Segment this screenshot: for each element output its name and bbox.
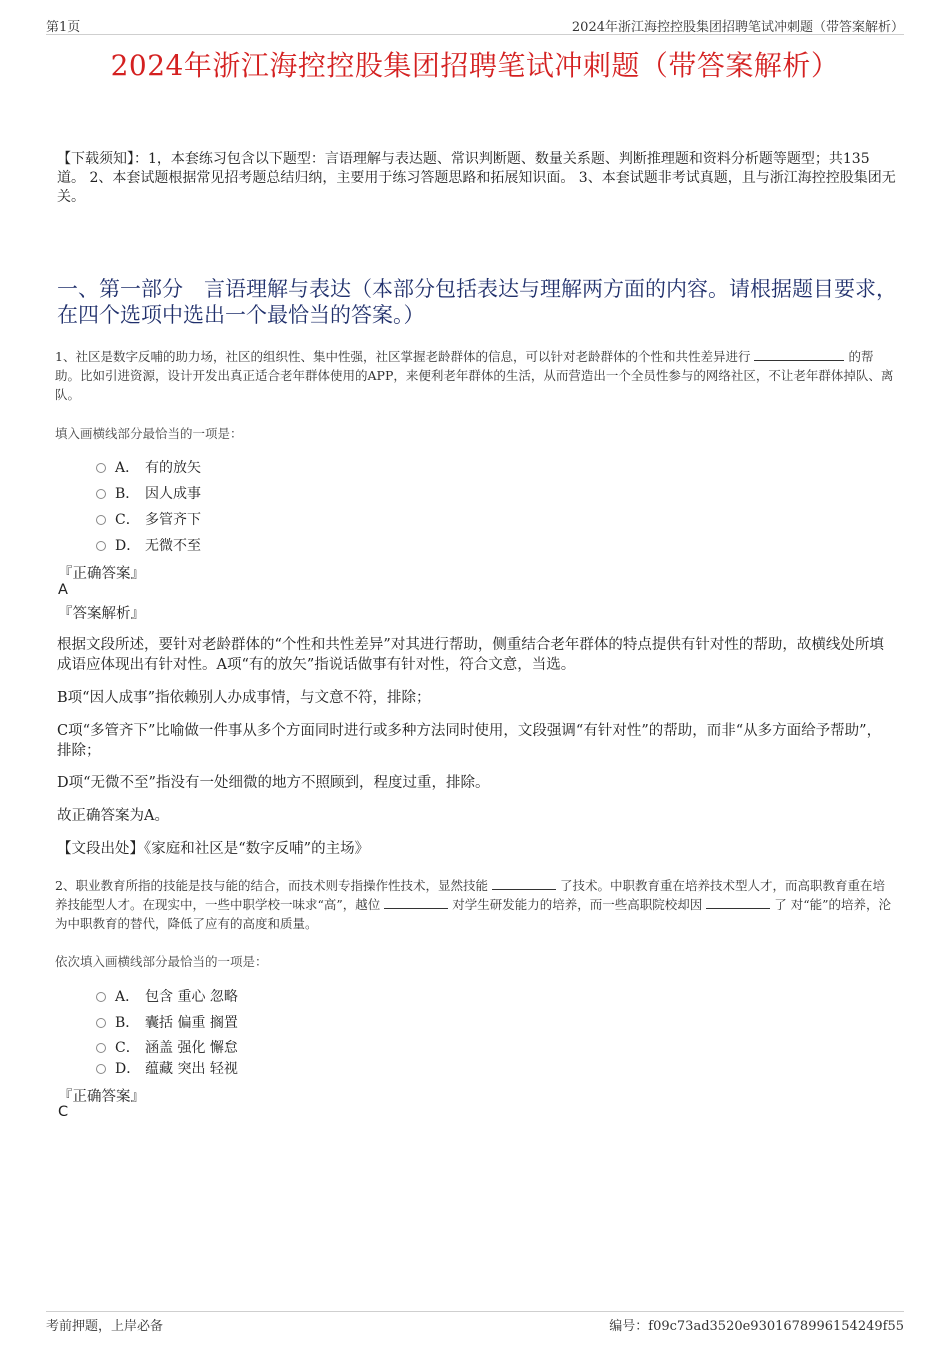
page-footer bbox=[46, 1311, 904, 1334]
radio-icon[interactable] bbox=[96, 1043, 106, 1053]
download-notice: 【下载须知】：1，本套练习包含以下题型：言语理解与表达题、常识判断题、数量关系题、判断推理题和资料分析题等题型；共135道。 2、本套试题根据常见招考题总结归纳，主要用于练习答题思路和拓展知识面。 3、本套试题非考试真题，且与浙江海控控股集团无关。 bbox=[57, 151, 896, 205]
radio-icon[interactable] bbox=[96, 515, 106, 525]
radio-icon[interactable] bbox=[96, 1018, 106, 1028]
question-1-option-a[interactable]: A． 有的放矢 bbox=[96, 457, 201, 477]
analysis-conclusion: 故正确答案为A。 bbox=[57, 808, 169, 824]
radio-icon[interactable] bbox=[96, 463, 106, 473]
question-2-answer: C bbox=[58, 1104, 69, 1120]
footer-slogan: 考前押题，上岸必备 bbox=[46, 1319, 164, 1334]
header-doc-title: 2024年浙江海控控股集团招聘笔试冲刺题（带答案解析） bbox=[571, 20, 904, 35]
question-1-text-a: 1、社区是数字反哺的助力场，社区的组织性、集中性强，社区掌握老龄群体的信息，可以针对老龄群体的个性和共性差异进行 bbox=[55, 349, 751, 364]
section-heading: 一、第一部分 言语理解与表达（本部分包括表达与理解两方面的内容。请根据题目要求，在四个选项中选出一个最恰当的答案。） bbox=[57, 277, 897, 327]
question-1-option-b[interactable]: B． 因人成事 bbox=[96, 483, 201, 503]
question-1-option-c[interactable]: C． 多管齐下 bbox=[96, 509, 201, 529]
analysis-paragraph: D项“无微不至”指没有一处细微的地方不照顾到，程度过重，排除。 bbox=[57, 775, 490, 791]
question-2-text: 2、职业教育所指的技能是技与能的结合，而技术则专指操作性技术，显然技能 了技术。中职教育重在培养技术型人才，而高职教育重在培养技能型人才。在现实中，一些中职学校一味求“高”，越位 对学生研发能力的培养，而一些高职院校却因 了 对“能”的培养，沦为中职教育的替代，降低了应有的高度和质量。 bbox=[55, 878, 892, 931]
analysis-paragraph: B项“因人成事”指依赖别人办成事情，与文意不符，排除； bbox=[57, 690, 431, 706]
question-1-option-d[interactable]: D． 无微不至 bbox=[96, 535, 201, 555]
radio-icon[interactable] bbox=[96, 992, 106, 1002]
question-2-blank-1 bbox=[492, 877, 556, 890]
question-2-prompt: 依次填入画横线部分最恰当的一项是： bbox=[55, 954, 268, 969]
radio-icon[interactable] bbox=[96, 541, 106, 551]
analysis-source: 【文段出处】《家庭和社区是“数字反哺”的主场》 bbox=[57, 841, 370, 857]
question-1-prompt: 填入画横线部分最恰当的一项是： bbox=[55, 426, 243, 441]
question-1-text-b: 的帮助。比如引进资源，设计开发出真正适合老年群体使用的APP，来便利老年群体的生活，从而营造出一个全员性参与的网络社区，不让老年群体掉队、离队。 bbox=[55, 349, 894, 402]
page-number: 第1页 bbox=[46, 20, 81, 35]
question-2-answer-label: 『正确答案』 bbox=[58, 1089, 145, 1105]
question-2-blank-3 bbox=[706, 896, 770, 909]
radio-icon[interactable] bbox=[96, 1064, 106, 1074]
question-2-option-d[interactable]: D． 蕴藏 突出 轻视 bbox=[96, 1058, 238, 1078]
question-1-answer: A bbox=[58, 582, 68, 598]
radio-icon[interactable] bbox=[96, 489, 106, 499]
question-2-option-c[interactable]: C． 涵盖 强化 懈怠 bbox=[96, 1037, 238, 1057]
document-title: 2024年浙江海控控股集团招聘笔试冲刺题（带答案解析） bbox=[110, 49, 840, 82]
footer-serial: 编号：f09c73ad3520e9301678996154249f55 bbox=[609, 1319, 904, 1334]
question-1-analysis-label: 『答案解析』 bbox=[58, 606, 145, 622]
analysis-paragraph: 根据文段所述，要针对老龄群体的“个性和共性差异”对其进行帮助，侧重结合老年群体的特点提供有针对性的帮助，故横线处所填成语应体现出有针对性。A项“有的放矢”指说话做事有针对性，符合文意，当选。 bbox=[57, 637, 884, 673]
page-header bbox=[46, 16, 904, 35]
analysis-paragraph: C项“多管齐下”比喻做一件事从多个方面同时进行或多种方法同时使用，文段强调“有针对性”的帮助，而非“从多方面给予帮助”，排除； bbox=[57, 723, 882, 759]
question-2-option-a[interactable]: A． 包含 重心 忽略 bbox=[96, 986, 238, 1006]
question-1-text bbox=[55, 347, 897, 404]
question-1-answer-label: 『正确答案』 bbox=[58, 566, 145, 582]
question-1-blank bbox=[754, 348, 844, 361]
question-2-option-b[interactable]: B． 囊括 偏重 搁置 bbox=[96, 1012, 238, 1032]
question-2-blank-2 bbox=[384, 896, 448, 909]
